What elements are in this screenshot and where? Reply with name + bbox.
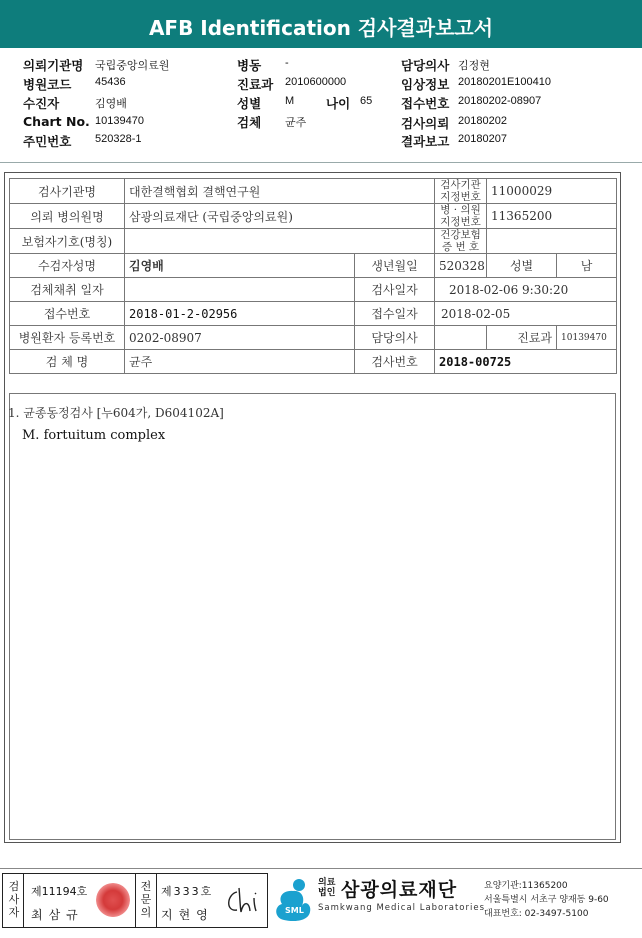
- table-row: [10, 326, 617, 350]
- seal-stamp-icon: [96, 883, 130, 917]
- insurer-label: 보험자기호(명칭): [10, 229, 125, 254]
- org-english-name: Samkwang Medical Laboratories: [318, 903, 486, 913]
- specimen-label: 검체: [237, 115, 262, 130]
- physician-value: 김정현: [458, 60, 490, 72]
- inspector-label: 검사자: [8, 880, 20, 919]
- accession-no-value: 2018-01-2-02956: [125, 302, 355, 326]
- birthdate-value: 520328: [435, 254, 487, 278]
- inspector-license: 제11194호: [31, 885, 88, 898]
- specimen-value: 균주: [285, 117, 307, 129]
- department-value: 2010600000: [285, 76, 347, 88]
- table-row: [10, 204, 617, 229]
- accession-no-label: 접수번호: [10, 302, 125, 326]
- clinic-id-label: 병 · 의원 지정번호: [435, 204, 487, 229]
- table-row: [10, 179, 617, 204]
- doctor-label: 담당의사: [355, 326, 435, 350]
- collection-date-label: 검체채취 일자: [10, 278, 125, 302]
- sex-value: M: [285, 95, 295, 107]
- signature-box: [2, 873, 268, 928]
- sex-label: 성별: [237, 96, 262, 111]
- specialist-label: 전문의: [140, 880, 152, 919]
- specialist-name: 지현영: [161, 908, 214, 922]
- department-label: 진료과: [237, 77, 274, 92]
- info-table: [9, 178, 617, 374]
- clinic-id-value: 11365200: [487, 204, 617, 229]
- ward-label: 병동: [237, 58, 262, 73]
- request-date-label: 검사의뢰: [401, 116, 450, 131]
- insurance-no-label: 건강보험 증 번 호: [435, 229, 487, 254]
- hospital-code-label: 병원코드: [23, 77, 72, 92]
- lab-id-value: 11000029: [487, 179, 617, 204]
- institution-label: 의뢰기관명: [23, 58, 84, 73]
- sig-divider: [156, 874, 157, 927]
- birthdate-label: 생년월일: [355, 254, 435, 278]
- collection-date-value: [125, 278, 355, 302]
- table-row: [10, 229, 617, 254]
- gender-label: 성별: [487, 254, 557, 278]
- handwritten-signature: [223, 884, 265, 918]
- org-name: 삼광의료재단: [341, 879, 458, 901]
- specimen-name-value: 균주: [125, 350, 355, 374]
- receipt-no-value: 20180202-08907: [458, 95, 542, 107]
- specimen-name-label: 검 체 명: [10, 350, 125, 374]
- patient-reg-label: 병원환자 등록번호: [10, 326, 125, 350]
- age-label: 나이: [326, 96, 351, 111]
- chart-no-value: 10139470: [95, 115, 144, 127]
- lab-name-value: 대한결핵협회 결핵연구원: [125, 179, 435, 204]
- org-prefix: 의료법인: [318, 878, 336, 898]
- result-heading: 1. 균종동정검사 [누604가, D604102A]: [8, 406, 224, 420]
- resident-no-label: 주민번호: [23, 134, 72, 149]
- table-row: [10, 350, 617, 374]
- clinical-info-label: 임상정보: [401, 77, 450, 92]
- result-organism: M. fortuitum complex: [22, 428, 166, 443]
- header-divider: [0, 162, 642, 163]
- insurer-value: [125, 229, 435, 254]
- test-date-value: 2018-02-06 9:30:20: [435, 278, 617, 302]
- inspector-name: 최삼규: [31, 908, 84, 922]
- clinical-info-value: 20180201E100410: [458, 76, 551, 88]
- specialist-license: 제333호: [161, 885, 214, 898]
- logo-text: SML: [285, 906, 304, 915]
- clinic-name-label: 의뢰 병의원명: [10, 204, 125, 229]
- receipt-date-value: 2018-02-05: [435, 302, 617, 326]
- report-date-label: 결과보고: [401, 134, 450, 149]
- patient-value: 김영배: [95, 98, 127, 110]
- report-date-value: 20180207: [458, 133, 507, 145]
- report-title: AFB Identification 검사결과보고서: [0, 0, 642, 48]
- test-no-value: 2018-00725: [435, 350, 617, 374]
- ward-value: -: [285, 57, 289, 69]
- org-phone: 대표번호: 02-3497-5100: [484, 909, 589, 919]
- gender-value: 남: [557, 254, 617, 278]
- lab-id-label: 검사기관 지정번호: [435, 179, 487, 204]
- insurance-no-value: [487, 229, 617, 254]
- table-row: [10, 254, 617, 278]
- table-row: [10, 302, 617, 326]
- table-row: [10, 278, 617, 302]
- patient-label: 수진자: [23, 96, 60, 111]
- resident-no-value: 520328-1: [95, 133, 142, 145]
- test-no-label: 검사번호: [355, 350, 435, 374]
- lab-name-label: 검사기관명: [10, 179, 125, 204]
- examinee-label: 수검자성명: [10, 254, 125, 278]
- physician-label: 담당의사: [401, 58, 450, 73]
- sig-divider: [135, 874, 136, 927]
- result-box: [9, 393, 616, 840]
- examinee-value: 김영배: [125, 254, 355, 278]
- receipt-no-label: 접수번호: [401, 96, 450, 111]
- doctor-value: [435, 326, 487, 350]
- receipt-date-label: 접수일자: [355, 302, 435, 326]
- age-value: 65: [360, 95, 373, 107]
- chart-no-label: Chart No.: [23, 114, 90, 129]
- org-facility-code: 요양기관:11365200: [484, 881, 568, 891]
- dept-label: 진료과: [487, 326, 557, 350]
- patient-reg-value: 0202-08907: [125, 326, 355, 350]
- clinic-name-value: 삼광의료재단 (국립중앙의료원): [125, 204, 435, 229]
- institution-value: 국립중앙의료원: [95, 60, 170, 72]
- request-date-value: 20180202: [458, 115, 507, 127]
- test-date-label: 검사일자: [355, 278, 435, 302]
- sig-divider: [23, 874, 24, 927]
- org-address: 서울특별시 서초구 양재동 9-60: [484, 895, 609, 905]
- dept-value: 10139470: [557, 326, 617, 350]
- sml-logo-icon: [272, 876, 314, 924]
- hospital-code-value: 45436: [95, 76, 126, 88]
- footer-divider: [0, 868, 642, 869]
